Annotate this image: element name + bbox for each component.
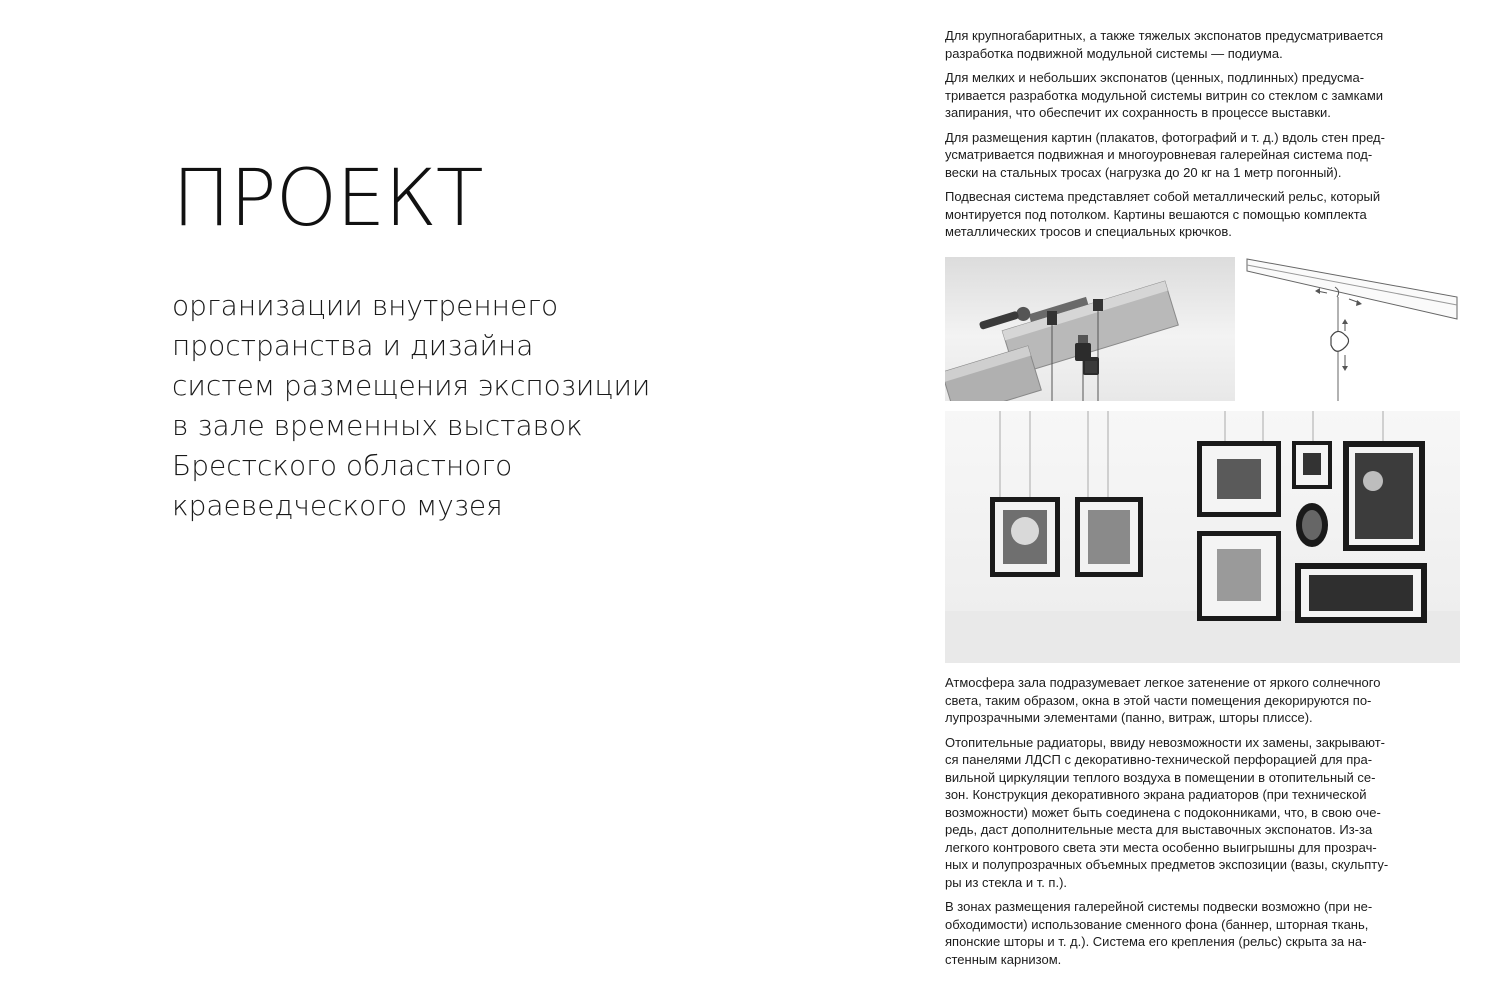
text-line: ся панелями ЛДСП с декоративно-технической перфорацией для пра- xyxy=(945,752,1373,767)
text-line: разработка подвижной модульной системы — подиума. xyxy=(945,45,1283,61)
text-line: ры из стекла и т. п.). xyxy=(945,874,1068,890)
rail-system-illustration xyxy=(945,257,1235,401)
text-line: возможности) может быть соединена с подоконниками, что, в свою оче- xyxy=(945,804,1381,820)
paragraph xyxy=(945,734,1460,892)
text-block-bottom xyxy=(945,674,1460,975)
paragraph xyxy=(945,188,1460,241)
paragraph xyxy=(945,69,1460,122)
text-line: легкого контрового света эти места особенно выигрышны для прозрач- xyxy=(945,839,1377,855)
gallery-wall-photo xyxy=(945,411,1460,663)
hook-diagram xyxy=(1245,257,1460,401)
text-line: усматривается подвижная и многоуровневая галерейная система под- xyxy=(945,147,1373,162)
paragraph xyxy=(945,27,1460,62)
rail-system-photo xyxy=(945,257,1235,401)
text-line: японские шторы и т. д.). Система его крепления (рельс) скрыта за на- xyxy=(945,934,1367,949)
text-line: Атмосфера зала подразумевает легкое затенение от яркого солнечного xyxy=(945,675,1381,690)
paragraph xyxy=(945,129,1460,182)
text-line: обходимости) использование сменного фона (баннер, шторная ткань, xyxy=(945,916,1369,932)
text-line: металлических тросов и специальных крючков. xyxy=(945,224,1232,239)
text-line: света, таким образом, окна в этой части помещения декорируются по- xyxy=(945,692,1372,708)
text-line: запирания, что обеспечит их сохранность в процессе выставки. xyxy=(945,105,1331,120)
text-line: Отопительные радиаторы, ввиду невозможности их замены, закрывают- xyxy=(945,734,1385,750)
text-line: Для мелких и небольших экспонатов (ценных, подлинных) предусма- xyxy=(945,70,1365,85)
paragraph xyxy=(945,898,1460,968)
subtitle-line: Брестского областного xyxy=(172,449,513,482)
gallery-wall-illustration xyxy=(945,411,1460,663)
subtitle-line: организации внутреннего xyxy=(172,289,559,322)
text-line: Для размещения картин (плакатов, фотографий и т. д.) вдоль стен пред- xyxy=(945,129,1385,145)
text-line: зон. Конструкция декоративного экрана радиаторов (при технической xyxy=(945,787,1367,802)
text-line: Для крупногабаритных, а также тяжелых экспонатов предусматривается xyxy=(945,28,1384,43)
text-line: монтируется под потолком. Картины вешаются с помощью комплекта xyxy=(945,206,1367,222)
subtitle-line: в зале временных выставок xyxy=(172,409,583,442)
page-subtitle xyxy=(172,286,732,526)
hook-diagram-illustration xyxy=(1245,257,1460,401)
text-line: вильной циркуляции теплого воздуха в помещении в отопительный се- xyxy=(945,769,1376,785)
paragraph xyxy=(945,674,1460,727)
text-line: вески на стальных тросах (нагрузка до 20 кг на 1 метр погонный). xyxy=(945,164,1342,180)
text-line: тривается разработка модульной системы витрин со стеклом с замками xyxy=(945,87,1384,103)
subtitle-line: краеведческого музея xyxy=(172,489,503,522)
text-line: лупрозрачными элементами (панно, витраж, шторы плиссе). xyxy=(945,710,1313,725)
text-line: ных и полупрозрачных объемных предметов экспозиции (вазы, скульпту- xyxy=(945,857,1389,872)
text-line: редь, даст дополнительные места для выставочных экспонатов. Из-за xyxy=(945,822,1373,837)
subtitle-line: систем размещения экспозиции xyxy=(172,369,651,402)
subtitle-line: пространства и дизайна xyxy=(172,329,534,362)
text-line: стенным карнизом. xyxy=(945,951,1062,967)
text-block-top xyxy=(945,27,1460,248)
text-line: В зонах размещения галерейной системы подвески возможно (при не- xyxy=(945,899,1373,914)
page-title: ПРОЕКТ xyxy=(172,154,483,244)
text-line: Подвесная система представляет собой металлический рельс, который xyxy=(945,189,1381,204)
